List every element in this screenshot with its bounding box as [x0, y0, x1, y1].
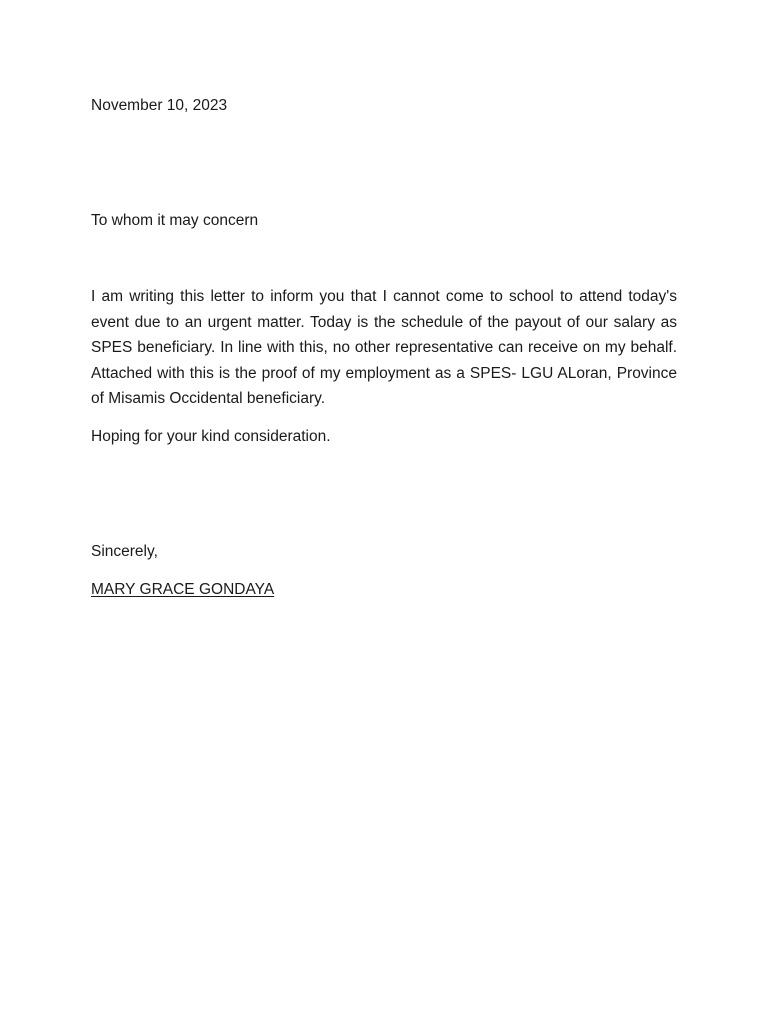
- letter-closing-line: Hoping for your kind consideration.: [91, 428, 331, 445]
- letter-date: November 10, 2023: [91, 97, 228, 114]
- letter-salutation: To whom it may concern: [91, 212, 259, 229]
- letter-signoff: Sincerely,: [91, 543, 158, 560]
- signature-name: MARY GRACE GONDAYA: [91, 581, 275, 598]
- letter-body-paragraph: I am writing this letter to inform you that I cannot come to school to attend today's event due to an urgent matter. Today is the schedule of the payout of our salary as SPES beneficiary. In line with this, no other representative can receive on my behalf. Attached with this is the proof of my employment as a SPES- LGU ALoran, Province of Misamis Occidental beneficiary.: [91, 288, 677, 407]
